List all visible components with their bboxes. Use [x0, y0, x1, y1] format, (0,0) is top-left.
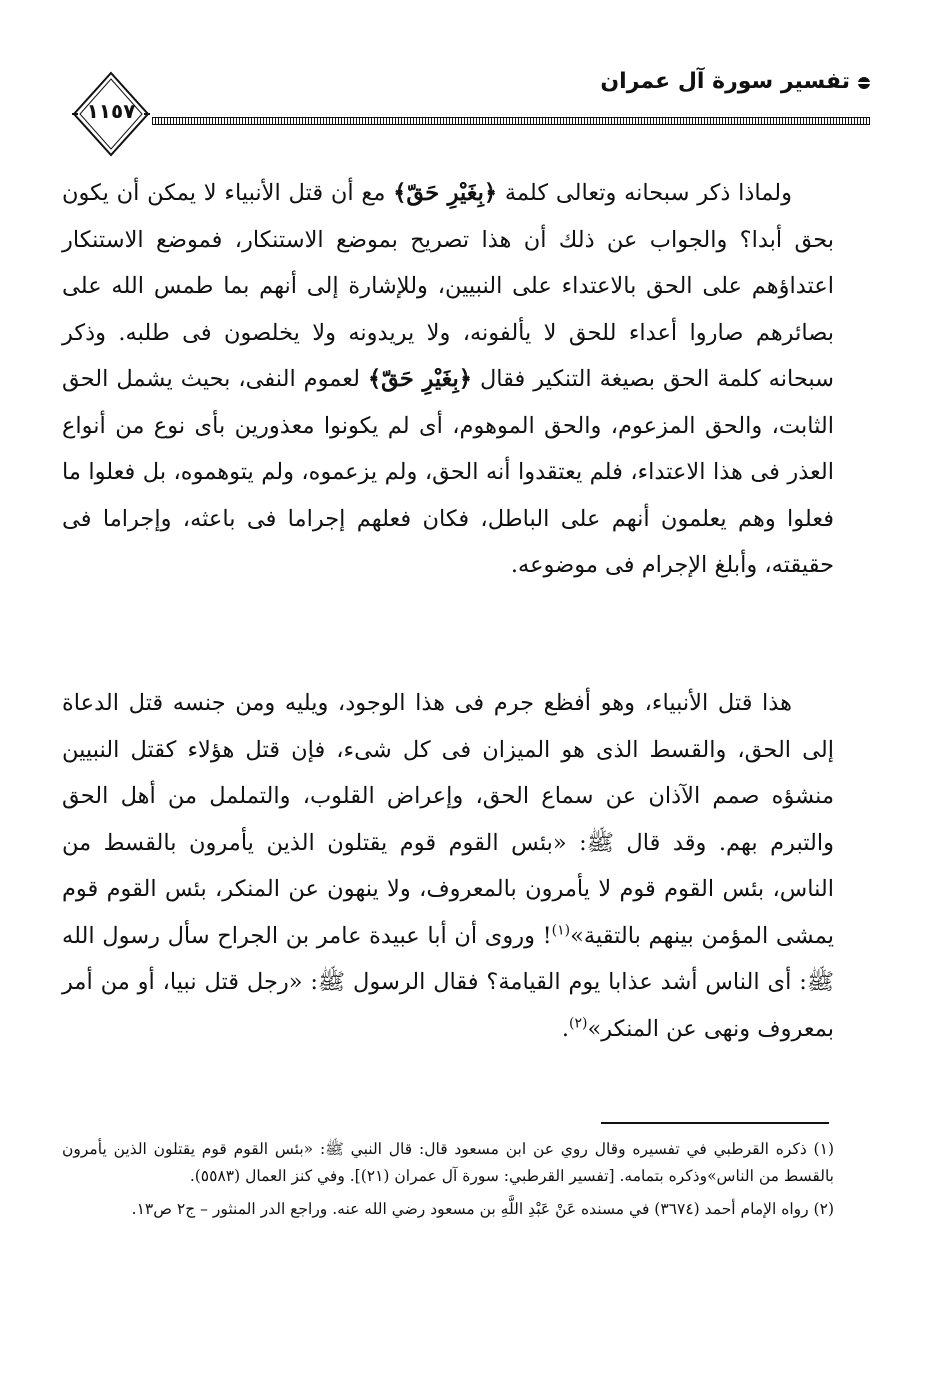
footnote-1-line-1: (١) ذكره القرطبي في تفسيره وقال روي عن ابن مسعود قال: قال النبي ﷺ: «بئس القوم قوم يقتلون الذين [113, 1140, 834, 1158]
footnote-2-line-1: (٢) رواه الإمام أحمد (٣٦٧٤) في مسنده عَنْ عَبْدِ اللَّهِ بن مسعود رضي الله عنه. وراجع الدر المنثور – ج٢ [176, 1200, 834, 1218]
page-header [60, 55, 850, 165]
footnote-1 [62, 1136, 834, 1190]
text-run: مع أن قتل الأنبياء لا يمكن أن يكون بحق أبدا؟ والجواب عن ذلك أن هذا تصريح بموضع الاستنكار، فموضع الاستنكار اعتداؤهم على الحق بالاعتداء على النبيين، وللإشارة إلى أنهم بما طمس الله على بصائرهم صاروا أعداء للحق لا يألفونه، ولا يريدونه ولا يخلصون فى طلبه. وذكر سبحانه كلمة الحق بصيغة التنكير فقال [62, 180, 834, 392]
paragraph-1 [62, 170, 834, 589]
text-run: ولماذا ذكر سبحانه وتعالى كلمة [504, 180, 792, 206]
paragraph-1-text [62, 170, 834, 589]
page-number: ١١٥٧ [86, 99, 136, 123]
paragraph-2-text [62, 680, 834, 1052]
quran-quote: ﴿بِغَيْرِ حَقّ﴾ [367, 366, 472, 392]
footnote-ref-1[interactable]: (١) [551, 922, 571, 938]
paragraph-2 [62, 680, 834, 1052]
header-rule [152, 117, 870, 125]
page-number-badge [72, 71, 150, 157]
ornament-icon [856, 75, 872, 91]
running-title: تفسير سورة آل عمران [600, 69, 850, 94]
footnotes [62, 1136, 834, 1229]
quran-quote: ﴿بِغَيْرِ حَقّ﴾ [393, 180, 498, 206]
footnote-2 [62, 1196, 834, 1223]
footnote-2-line-2: ص١٣. [131, 1200, 172, 1218]
footnote-ref-2[interactable]: (٢) [569, 1015, 588, 1031]
text-run: ! وروى أن أبا عبيدة عامر بن الجراح سأل رسول الله ﷺ: أى الناس أشد عذابا يوم القيامة؟ فقال الرسول ﷺ: «رجل قتل نبيا، أو من أمر بمعروف ونهى عن المنكر» [62, 922, 834, 1042]
footnote-separator [601, 1122, 829, 1124]
text-run: لعموم النفى، بحيث يشمل الحق الثابت، والحق المزعوم، والحق الموهوم، أى لم يكونوا معذورين بأى نوع من أنواع العذر فى هذا الاعتداء، فلم يعتقدوا أنه الحق، ولم يزعموه، ولم يتوهموه، بل فعلوا ما فعلوا وهم يعلمون أنهم على الباطل، فكان فعلهم إجراما فى باعثه، وإجراما فى حقيقته، وأبلغ الإجرام فى موضوعه. [62, 366, 834, 578]
text-run: . [561, 1015, 570, 1042]
text-run: هذا قتل الأنبياء، وهو أفظع جرم فى هذا الوجود، ويليه ومن جنسه قتل الدعاة إلى الحق، والقسط الذى هو الميزان فى كل شىء، فإن قتل هؤلاء كقتل النبيين منشؤه صمم الآذان عن سماع الحق، وإعراض القلوب، والتململ من أهل الحق والتبرم بهم. وقد قال ﷺ: «بئس القوم قوم يقتلون الذين يأمرون بالقسط من الناس، بئس القوم قوم لا يأمرون بالمعروف، ولا ينهون عن المنكر، بئس القوم قوم يمشى المؤمن بينهم بالتقية» [62, 690, 835, 949]
footnote-1-line-2: يأمرون بالقسط من الناس»وذكره بتمامه. [تفسير القرطبي: سورة آل عمران (٢١)]. وفي كنز العمال (٥٥٨٣). [62, 1140, 834, 1185]
